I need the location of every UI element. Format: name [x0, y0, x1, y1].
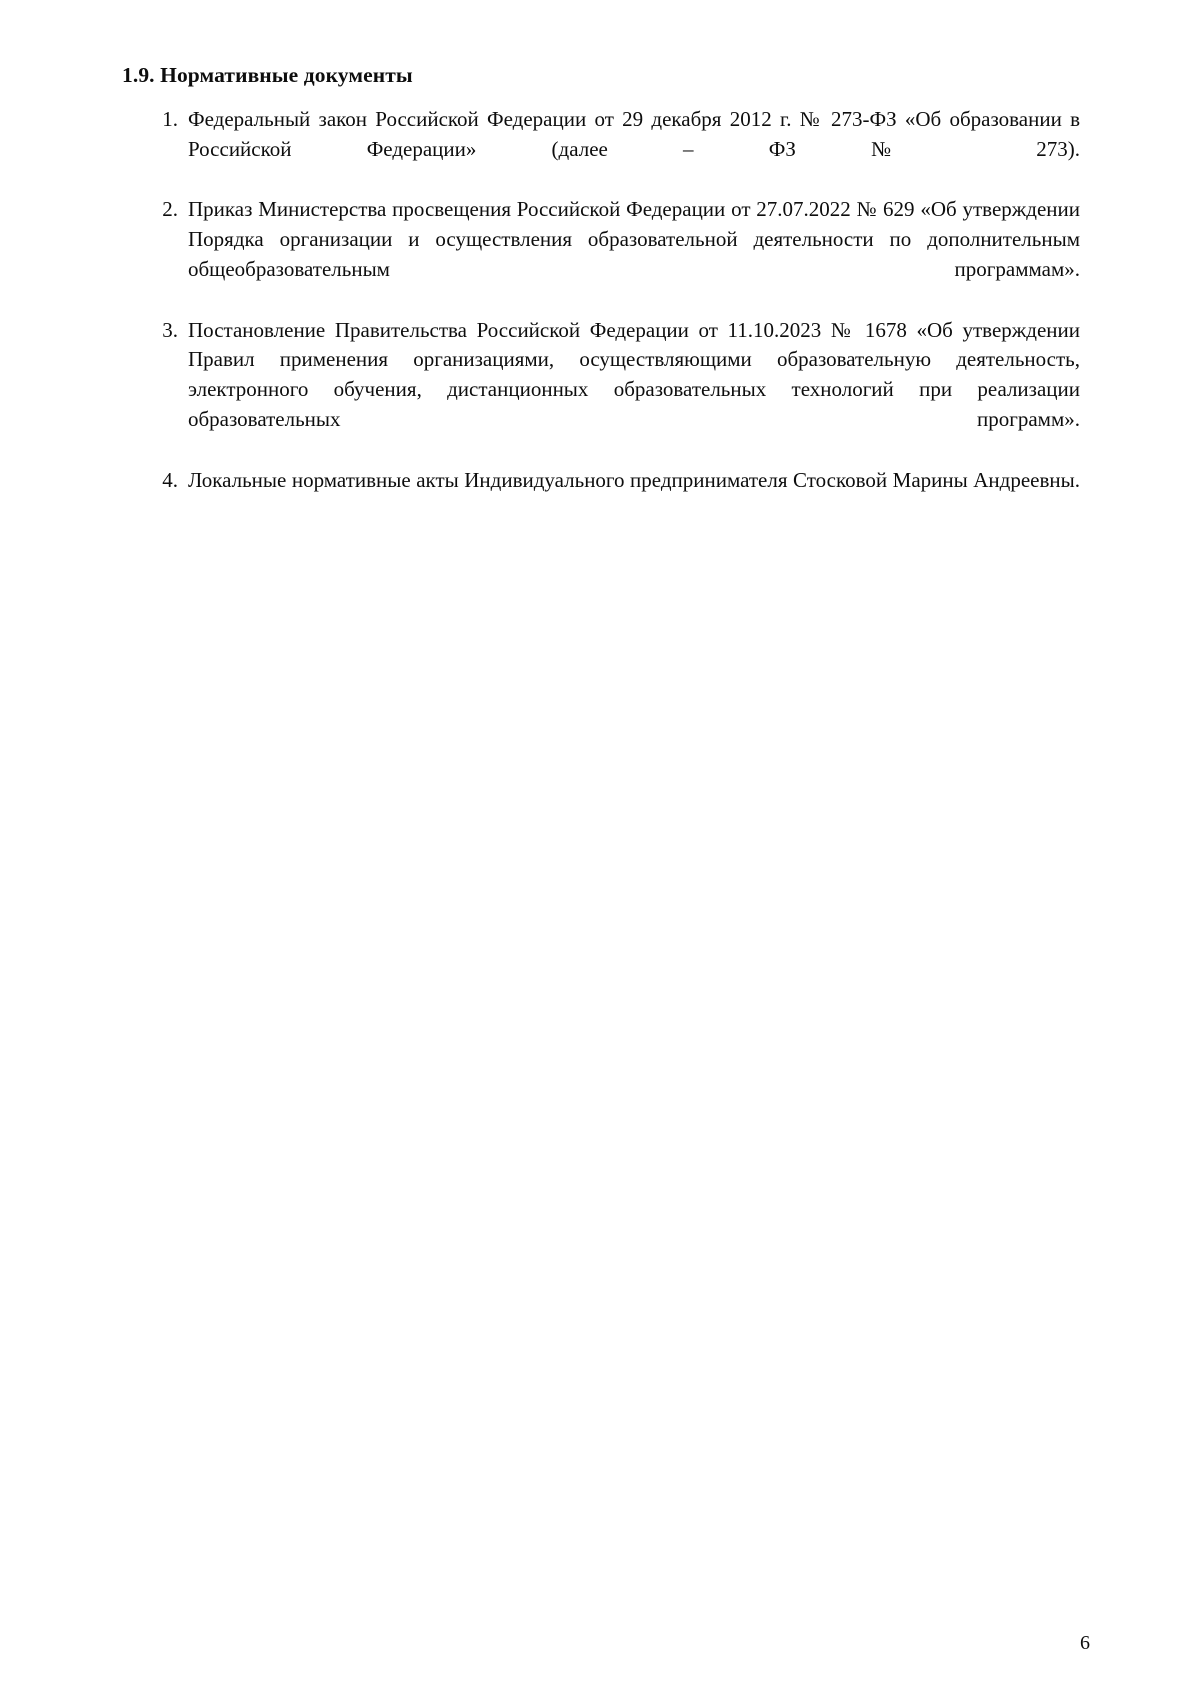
list-item	[120, 466, 1080, 526]
list-item-marker: 4.	[162, 467, 178, 492]
page-number: 6	[1080, 1632, 1090, 1654]
list-item-marker: 1.	[162, 106, 178, 131]
list-item	[120, 105, 1080, 194]
list-item-marker: 3.	[162, 317, 178, 342]
list-item	[120, 316, 1080, 465]
list-item-marker: 2.	[162, 197, 178, 222]
list-item-text: Приказ Министерства просвещения Российской Федерации от 27.07.2022 № 629 «Об утверждении Порядка организации и осуществления образовательной деятельности по дополнительным общеобразовательным программам».	[188, 197, 1080, 281]
list-item-text: Постановление Правительства Российской Федерации от 11.10.2023 № 1678 «Об утверждении Правил применения организациями, осуществляющими образовательную деятельность, электронного обучения, дистанционных образовательных технологий при реализации образовательных программ».	[188, 317, 1080, 431]
list-item	[120, 195, 1080, 314]
list-item-text: Федеральный закон Российской Федерации от 29 декабря 2012 г. № 273-ФЗ «Об образовании в Российской Федерации» (далее – ФЗ № 273).	[188, 106, 1080, 161]
page-title: 1.9. Нормативные документы	[122, 63, 413, 87]
list-item-text: Локальные нормативные акты Индивидуального предпринимателя Стосковой Марины Андреевны.	[188, 467, 1080, 492]
normative-documents-list	[120, 105, 1080, 525]
